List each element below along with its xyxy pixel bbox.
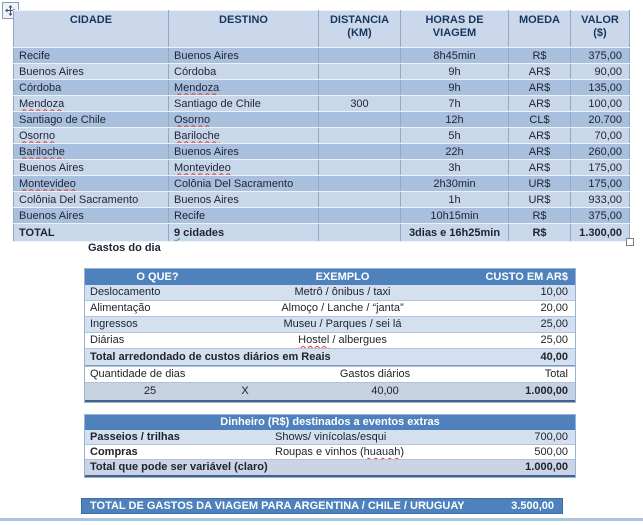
cell-categoria[interactable]: Alimentação <box>90 302 151 314</box>
cell-distancia[interactable] <box>319 208 401 224</box>
cell-custo[interactable]: 25,00 <box>540 334 568 346</box>
cell-descricao[interactable]: Roupas e vinhos (huauah) <box>275 446 405 458</box>
cell-destino[interactable]: Buenos Aires <box>169 48 319 64</box>
cell-horas-de-viagem[interactable]: 5h <box>401 128 509 144</box>
cell-moeda[interactable]: CL$ <box>509 112 571 128</box>
cell-custo[interactable]: 10,00 <box>540 286 568 298</box>
daily-header-row <box>85 269 575 285</box>
cell-moeda[interactable]: R$ <box>509 224 571 242</box>
cell-valor[interactable]: 375,00 <box>571 48 630 64</box>
cell-moeda[interactable]: AR$ <box>509 80 571 96</box>
cell-horas-de-viagem[interactable]: 12h <box>401 112 509 128</box>
cell-cidade[interactable]: Colônia Del Sacramento <box>14 192 169 208</box>
cell-horas-de-viagem[interactable]: 10h15min <box>401 208 509 224</box>
grand-total-label: TOTAL DE GASTOS DA VIAGEM PARA ARGENTINA / CHILE / URUGUAY <box>90 499 465 512</box>
cell-cidade[interactable]: Buenos Aires <box>14 208 169 224</box>
travel-row <box>14 192 630 208</box>
cell-destino[interactable]: Buenos Aires <box>169 192 319 208</box>
daily-row <box>85 316 575 332</box>
grand-total-bar[interactable] <box>81 498 563 514</box>
cell-horas-de-viagem[interactable]: 22h <box>401 144 509 160</box>
cell-distancia[interactable] <box>319 48 401 64</box>
travel-row <box>14 80 630 96</box>
cell-moeda[interactable]: AR$ <box>509 96 571 112</box>
cell-valor[interactable]: 500,00 <box>534 446 568 458</box>
cell-cidade[interactable]: Recife <box>14 48 169 64</box>
header-o-que[interactable]: O QUE? <box>136 271 179 283</box>
cell-horas-de-viagem[interactable]: 9h <box>401 64 509 80</box>
cell-custo[interactable]: 25,00 <box>540 318 568 330</box>
cell-horas-de-viagem[interactable]: 3h <box>401 160 509 176</box>
cell-gastos-diarios-label[interactable]: Gastos diários <box>339 368 411 380</box>
cell-categoria[interactable]: Diárias <box>90 334 125 346</box>
extras-row <box>85 444 575 459</box>
cell-gasto-diario[interactable]: 40,00 <box>371 385 399 397</box>
cell-moeda[interactable]: AR$ <box>509 128 571 144</box>
cell-moeda[interactable]: UR$ <box>509 192 571 208</box>
cell-valor[interactable]: 1.300,00 <box>571 224 630 242</box>
cell-valor[interactable]: 933,00 <box>571 192 630 208</box>
cell-destino[interactable]: Buenos Aires <box>169 144 319 160</box>
travel-row <box>14 176 630 192</box>
cell-moeda[interactable]: UR$ <box>509 176 571 192</box>
cell-horas-de-viagem[interactable]: 7h <box>401 96 509 112</box>
cell-moeda[interactable]: AR$ <box>509 160 571 176</box>
travel-row <box>14 128 630 144</box>
cell-distancia[interactable] <box>319 160 401 176</box>
extras-header-row <box>85 415 575 430</box>
cell-destino[interactable]: Bariloche <box>169 128 319 144</box>
travel-table <box>13 10 630 242</box>
cell-horas-de-viagem[interactable]: 1h <box>401 192 509 208</box>
cell-dias[interactable]: 25 <box>143 385 157 397</box>
cell-destino[interactable]: Montevideo <box>169 160 319 176</box>
travel-total-row <box>14 224 630 242</box>
travel-row <box>14 208 630 224</box>
cell-distancia[interactable] <box>319 64 401 80</box>
cell-valor[interactable]: 20.700 <box>571 112 630 128</box>
cell-custo[interactable]: 20,00 <box>540 302 568 314</box>
header-custo[interactable]: CUSTO EM AR$ <box>485 271 568 283</box>
cell-total-calculado[interactable]: 1.000,00 <box>525 385 568 397</box>
travel-row <box>14 144 630 160</box>
travel-table-body <box>14 48 630 242</box>
header-extras-title[interactable]: Dinheiro (R$) destinados a eventos extras <box>220 416 440 428</box>
cell-valor[interactable]: 135,00 <box>571 80 630 96</box>
travel-row <box>14 64 630 80</box>
cell-descricao[interactable]: Shows/ vinícolas/esqui <box>275 431 387 443</box>
daily-total-row <box>85 348 575 366</box>
grand-total-value: 3.500,00 <box>511 499 554 512</box>
cell-total-label[interactable]: Total que pode ser variável (claro) <box>90 461 268 473</box>
cell-valor[interactable]: 175,00 <box>571 160 630 176</box>
cell-valor[interactable]: 70,00 <box>571 128 630 144</box>
cell-valor[interactable]: 175,00 <box>571 176 630 192</box>
cell-cidade[interactable]: Montevideo <box>14 176 169 192</box>
cell-quantidade-dias-label[interactable]: Quantidade de dias <box>90 368 186 380</box>
cell-distancia[interactable] <box>319 192 401 208</box>
cell-moeda[interactable]: AR$ <box>509 144 571 160</box>
cell-cidade[interactable]: Bariloche <box>14 144 169 160</box>
travel-row <box>14 160 630 176</box>
column-header-cidade[interactable]: CIDADE <box>14 11 169 48</box>
extras-row <box>85 430 575 444</box>
daily-calc-row <box>85 382 575 402</box>
cell-destino[interactable]: Santiago de Chile <box>169 96 319 112</box>
cell-cidade[interactable]: TOTAL <box>14 224 169 242</box>
cell-cidade[interactable]: Buenos Aires <box>14 160 169 176</box>
cell-exemplo[interactable]: Hostel / albergues <box>298 334 387 346</box>
cell-cidade[interactable]: Mendoza <box>14 96 169 112</box>
daily-row <box>85 332 575 348</box>
cell-multiplicador[interactable]: X <box>241 385 249 397</box>
cell-horas-de-viagem[interactable]: 2h30min <box>401 176 509 192</box>
window-bottom-border <box>0 518 643 521</box>
cell-destino[interactable]: Córdoba <box>169 64 319 80</box>
cell-valor[interactable]: 100,00 <box>571 96 630 112</box>
cell-distancia[interactable] <box>319 80 401 96</box>
column-header-moeda[interactable]: MOEDA <box>509 11 571 48</box>
cell-horas-de-viagem[interactable]: 8h45min <box>401 48 509 64</box>
cell-exemplo[interactable]: Almoço / Lanche / “janta” <box>281 302 404 314</box>
cell-valor[interactable]: 260,00 <box>571 144 630 160</box>
cell-destino[interactable]: Osorno <box>169 112 319 128</box>
column-header-horas-de-viagem[interactable]: HORAS DE VIAGEM <box>401 11 509 48</box>
travel-row <box>14 48 630 64</box>
cell-exemplo[interactable]: Museu / Parques / sei lá <box>283 318 402 330</box>
cell-moeda[interactable]: R$ <box>509 48 571 64</box>
cell-total-label[interactable]: Total arredondado de custos diários em Reais <box>90 351 331 363</box>
cell-moeda[interactable]: AR$ <box>509 64 571 80</box>
cell-destino[interactable]: Recife <box>169 208 319 224</box>
cell-cidade[interactable]: Buenos Aires <box>14 64 169 80</box>
cell-total-value[interactable]: 1.000,00 <box>525 461 568 473</box>
cell-destino[interactable]: Colônia Del Sacramento <box>169 176 319 192</box>
daily-subheader-row <box>85 366 575 382</box>
cell-distancia[interactable] <box>319 144 401 160</box>
cell-exemplo[interactable]: Metrô / ônibus / taxi <box>294 286 391 298</box>
cell-distancia[interactable] <box>319 224 401 242</box>
cell-horas-de-viagem[interactable]: 9h <box>401 80 509 96</box>
cell-destino[interactable]: 9 cidades <box>169 224 319 242</box>
cell-distancia[interactable] <box>319 128 401 144</box>
cell-total-value[interactable]: 40,00 <box>540 351 568 363</box>
cell-categoria[interactable]: Deslocamento <box>90 286 161 298</box>
daily-expenses-table <box>84 268 576 403</box>
travel-row <box>14 112 630 128</box>
cell-cidade[interactable]: Córdoba <box>14 80 169 96</box>
travel-table-header <box>14 11 630 48</box>
cell-item[interactable]: Compras <box>90 446 138 458</box>
daily-row <box>85 285 575 300</box>
extras-table <box>84 414 576 478</box>
cell-valor[interactable]: 90,00 <box>571 64 630 80</box>
cell-item[interactable]: Passeios / trilhas <box>90 431 180 443</box>
cell-distancia[interactable]: 300 <box>319 96 401 112</box>
cell-moeda[interactable]: R$ <box>509 208 571 224</box>
cell-categoria[interactable]: Ingressos <box>90 318 138 330</box>
column-header-distancia[interactable]: DISTANCIA (KM) <box>319 11 401 48</box>
cell-distancia[interactable] <box>319 112 401 128</box>
extras-total-row <box>85 459 575 477</box>
cell-cidade[interactable]: Osorno <box>14 128 169 144</box>
cell-cidade[interactable]: Santiago de Chile <box>14 112 169 128</box>
cell-valor[interactable]: 375,00 <box>571 208 630 224</box>
travel-row <box>14 96 630 112</box>
table-resize-handle[interactable] <box>626 238 634 246</box>
cell-destino[interactable]: Mendoza <box>169 80 319 96</box>
section-label-gastos-do-dia[interactable]: Gastos do dia <box>88 242 161 254</box>
cell-horas-de-viagem[interactable]: 3dias e 16h25min <box>401 224 509 242</box>
header-exemplo[interactable]: EXEMPLO <box>315 271 370 283</box>
cell-distancia[interactable] <box>319 176 401 192</box>
cell-valor[interactable]: 700,00 <box>534 431 568 443</box>
column-header-destino[interactable]: DESTINO <box>169 11 319 48</box>
daily-row <box>85 300 575 316</box>
column-header-valor[interactable]: VALOR ($) <box>571 11 630 48</box>
cell-total-label[interactable]: Total <box>544 368 568 380</box>
